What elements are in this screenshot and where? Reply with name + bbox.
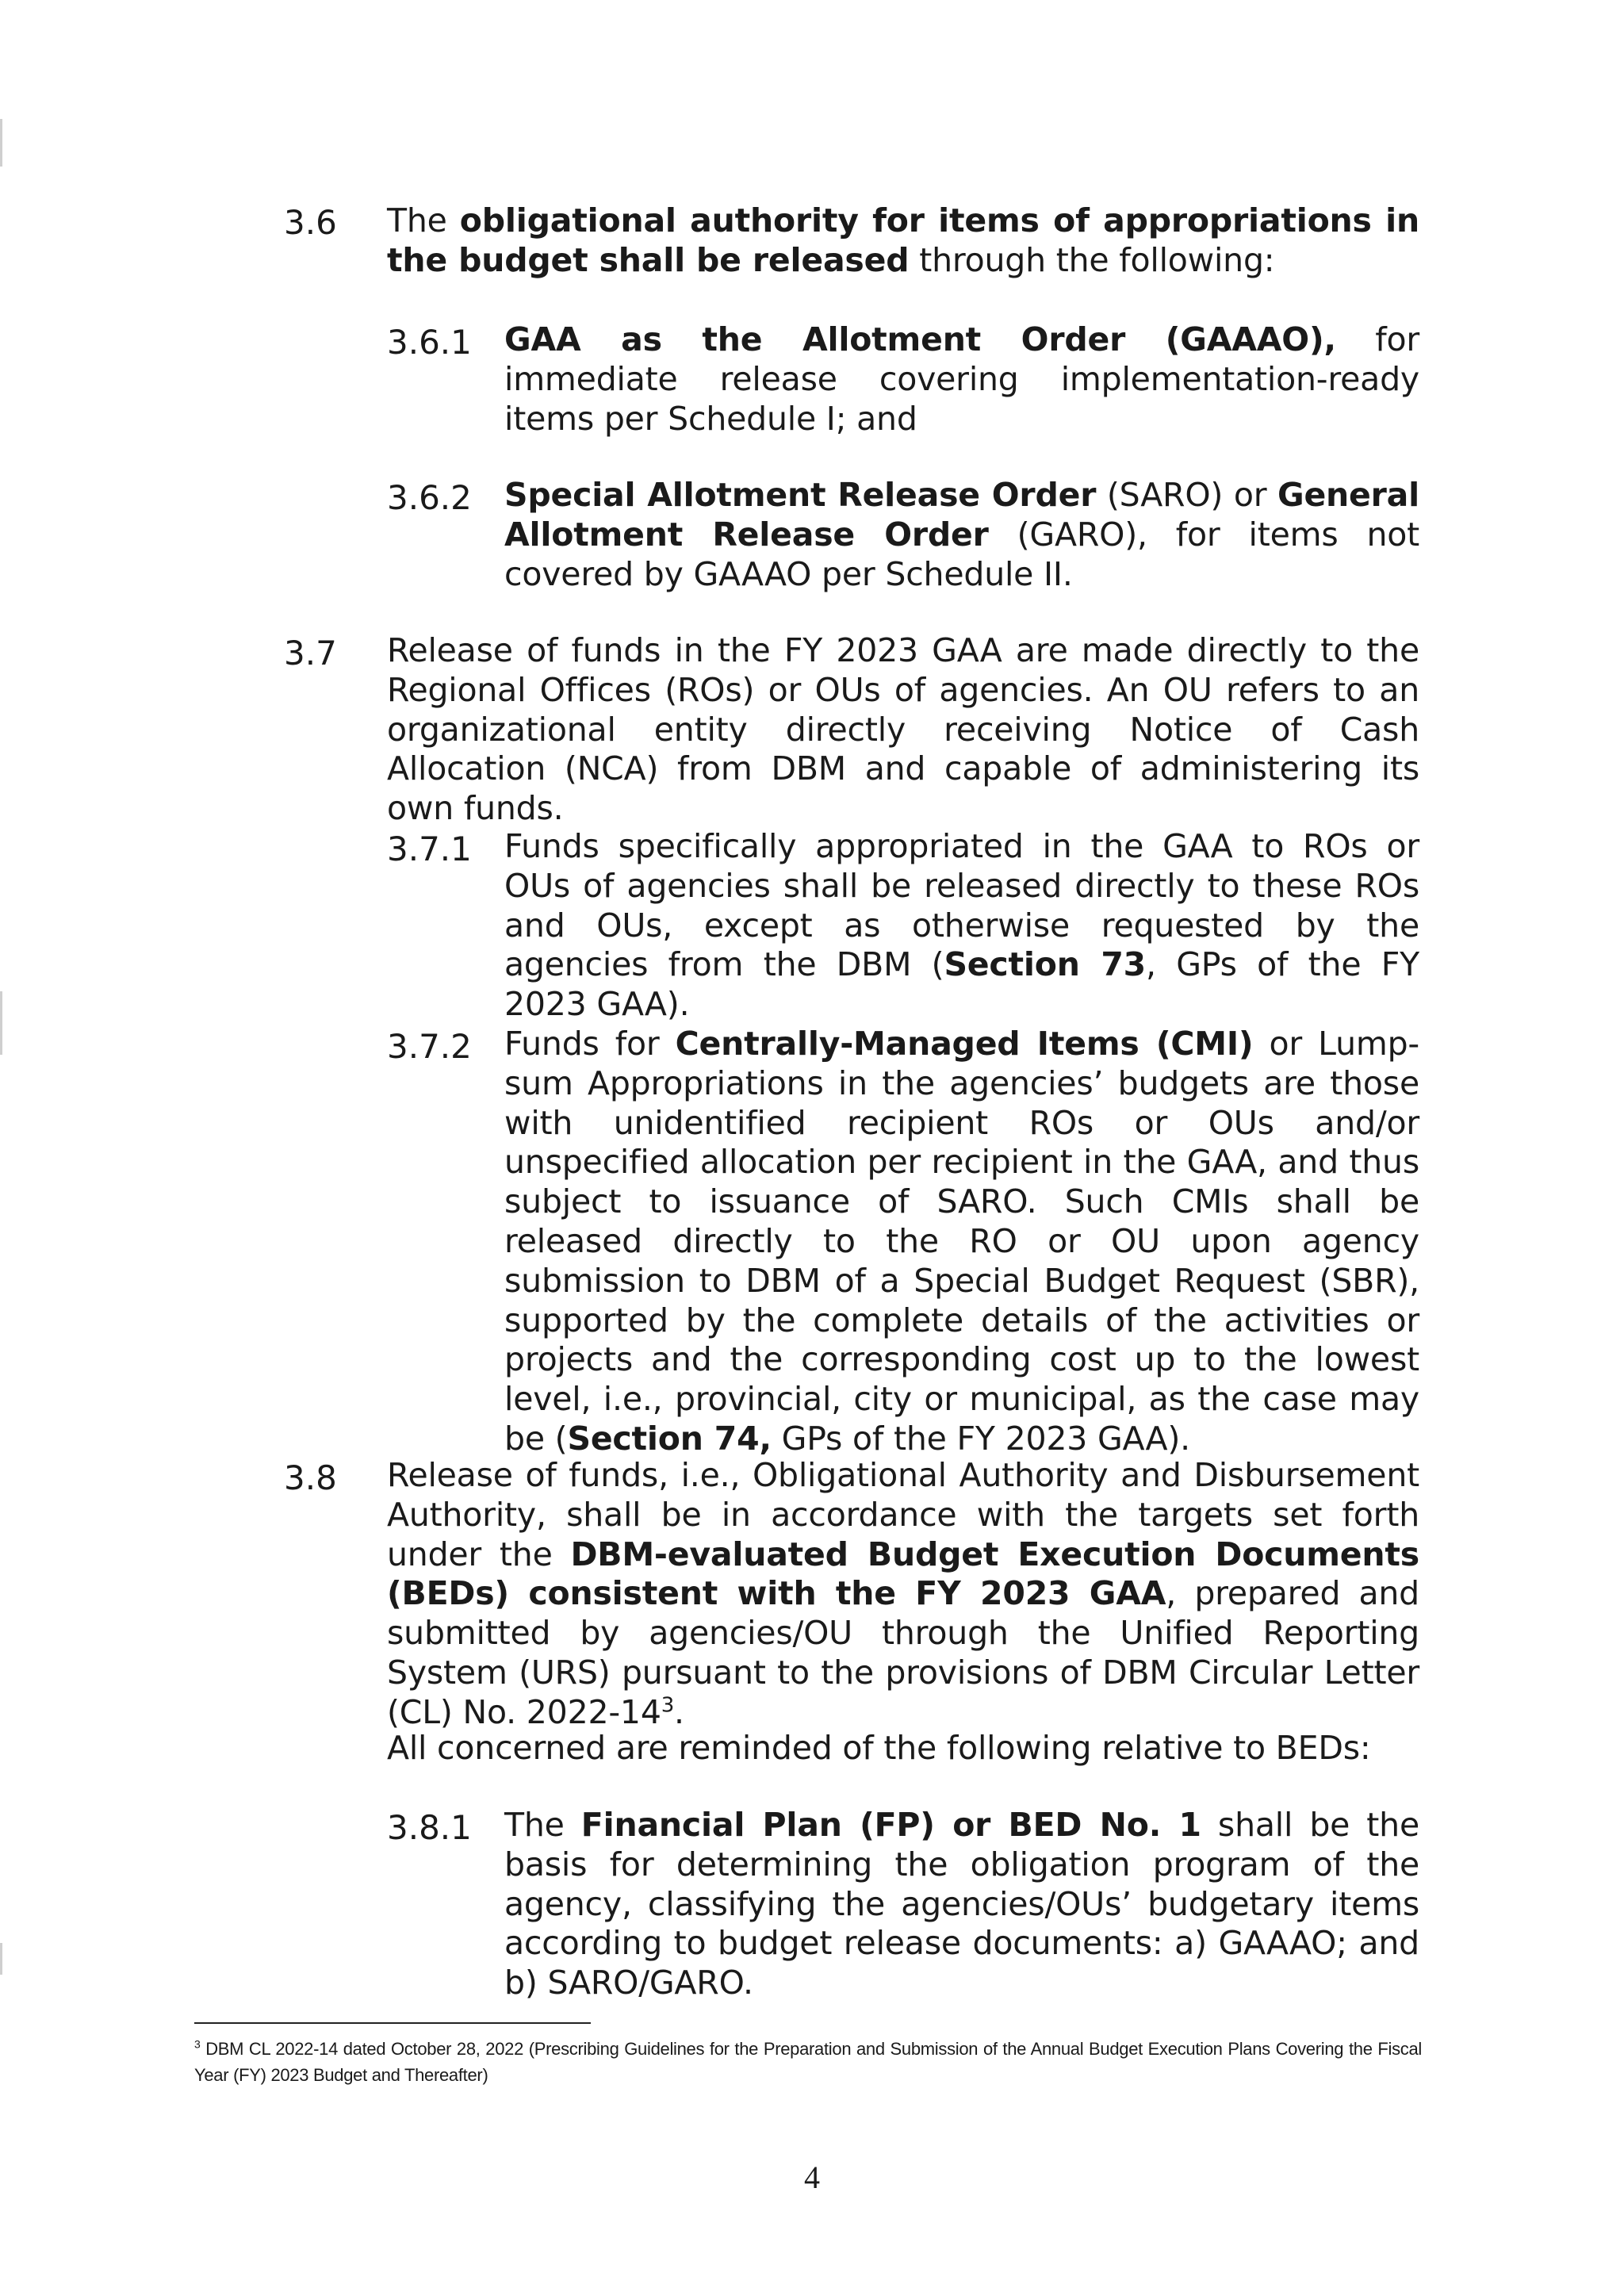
paragraph-3-7-1: Funds specifically appropriated in the GAA to ROs or OUs of agencies shall be released directly to these ROs and OUs, except as otherwise requested by the agencies from the DBM (Section 73, GPs of the FY 2023 GAA). (504, 827, 1419, 1024)
footnote-mark: 3 (194, 2037, 201, 2051)
section-number-3-7: 3.7 (284, 634, 337, 673)
section-number-3-6-1: 3.6.1 (387, 323, 472, 362)
paragraph-3-6-1: GAA as the Allotment Order (GAAAO), for immediate release covering implementation-ready items per Schedule I; and (504, 320, 1420, 438)
scan-edge-mark (0, 991, 2, 1055)
reminder-text: All concerned are reminded of the following relative to BEDs: (387, 1729, 1371, 1767)
paragraph-3-8: Release of funds, i.e., Obligational Authority and Disbursement Authority, shall be in accordance with the targets set forth under the DBM-evaluated Budget Execution Documents (BEDs) consistent with the FY 2023 GAA, prepared and submitted by agencies/OU through the Unified Reporting System (URS) pursuant to the provisions of DBM Circular Letter (CL) No. $2022-14^3$. (387, 1456, 1419, 1731)
paragraph-3-7-2: Funds for Centrally-Managed Items (CMI) or Lump-sum Appropriations in the agencies’ budgets are those with unidentified recipient ROs or OUs and/or unspecified allocation per recipient in the GAA, and thus subject to issuance of SARO. Such CMIs shall be released directly to the RO or OU upon agency submission to DBM of a Special Budget Request (SBR), supported by the complete details of the activities or projects and the corresponding cost up to the lowest level, i.e., provincial, city or municipal, as the case may be (Section 74, GPs of the FY 2023 GAA). (504, 1025, 1420, 1458)
scan-edge-mark (0, 1943, 2, 1975)
section-number-3-6-2: 3.6.2 (387, 478, 472, 517)
footnote-separator (194, 2022, 591, 2024)
section-number-3-6: 3.6 (284, 203, 337, 242)
section-number-3-7-2: 3.7.2 (387, 1027, 472, 1066)
footnote: $^3$ DBM CL 2022-14 dated October 28, 2022 (Prescribing Guidelines for the Preparation and Submission of the Annual Budget Execution Plans Covering the Fiscal Year (FY) 2023 Budget and Thereafter) (194, 2037, 1422, 2085)
paragraph-3-7: Release of funds in the FY 2023 GAA are made directly to the Regional Offices (ROs) or OUs of agencies. An OU refers to an organizational entity directly receiving Notice of Cash Allocation (NCA) from DBM and capable of administering its own funds. (387, 631, 1419, 828)
paragraph-3-8-1: The Financial Plan (FP) or BED No. 1 shall be the basis for determining the obligation program of the agency, classifying the agencies/OUs’ budgetary items according to budget release documents: a) GAAAO; and b) SARO/GARO. (504, 1806, 1419, 2002)
scan-edge-mark (0, 119, 2, 167)
page-number: 4 (804, 2159, 820, 2195)
section-number-3-7-1: 3.7.1 (387, 830, 472, 868)
paragraph-3-6-2: Special Allotment Release Order (SARO) or General Allotment Release Order (GARO), for items not covered by GAAAO per Schedule II. (504, 476, 1419, 593)
paragraph-3-6: The obligational authority for items of appropriations in the budget shall be released through the following: (387, 201, 1419, 279)
footnote-reference: 3 (661, 1693, 675, 1718)
section-number-3-8: 3.8 (284, 1458, 337, 1497)
section-number-3-8-1: 3.8.1 (387, 1808, 472, 1847)
